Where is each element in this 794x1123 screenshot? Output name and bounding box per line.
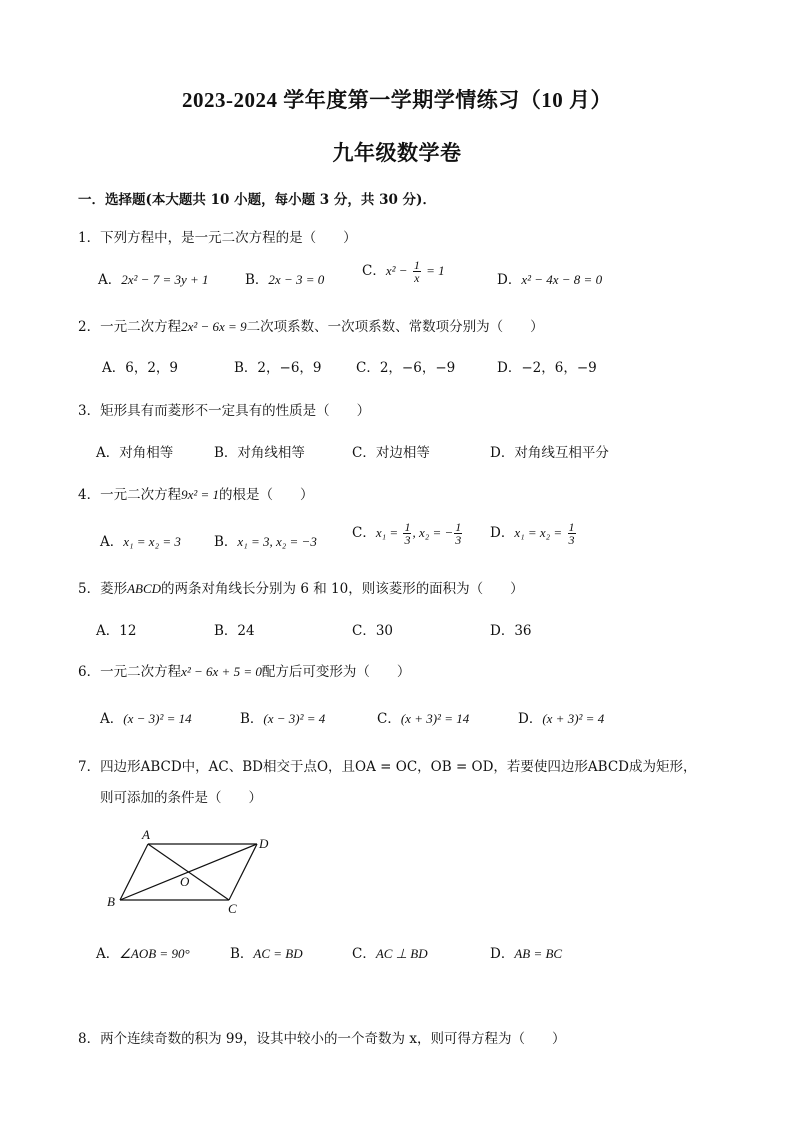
option-expr: 2x² − 7 = 3y + 1 — [121, 272, 209, 287]
question-1-option-d[interactable] — [497, 268, 602, 288]
option-expr: ∠AOB = 90° — [119, 946, 190, 961]
stem-expr: x² − 6x + 5 = 0 — [181, 664, 262, 679]
question-3-option-c[interactable]: C．对边相等 — [352, 445, 430, 461]
question-7-option-c[interactable] — [352, 942, 428, 962]
option-label: A． — [100, 711, 124, 727]
stem-text: 的两条对角线长分别为 6 和 10，则该菱形的面积为（ ） — [161, 581, 524, 597]
question-4-option-a[interactable] — [100, 530, 181, 550]
stem-text: 二次项系数、一次项系数、常数项分别为（ ） — [246, 319, 544, 335]
option-expr: x² − 4x − 8 = 0 — [521, 272, 603, 287]
stem-text: 的根是（ ） — [219, 487, 314, 503]
stem-text: 2．一元二次方程 — [78, 319, 182, 335]
option-expr: x₁ = 3, x₂ = −3 — [237, 534, 317, 549]
side-cd — [229, 844, 257, 900]
question-2-option-b[interactable]: B．2，−6，9 — [234, 360, 322, 376]
option-expr: 2x − 3 = 0 — [268, 272, 325, 287]
stem-expr: 2x² − 6x = 9 — [181, 319, 247, 334]
question-7-option-a[interactable] — [96, 942, 190, 962]
stem-expr: 9x² = 1 — [181, 487, 220, 502]
option-expr: AC ⊥ BD — [375, 946, 428, 961]
question-6-option-d[interactable] — [518, 707, 604, 727]
question-4-option-c[interactable] — [352, 521, 463, 546]
option-label: B． — [214, 534, 238, 550]
question-2-option-d[interactable]: D．−2，6，−9 — [497, 360, 597, 376]
question-6-stem — [78, 660, 410, 680]
question-5-option-c[interactable]: C．30 — [352, 623, 394, 639]
option-expr: (x − 3)² = 4 — [263, 711, 326, 726]
side-ab — [120, 844, 148, 900]
question-4-option-d[interactable] — [490, 521, 577, 546]
option-expr: (x − 3)² = 14 — [123, 711, 192, 726]
question-1-option-b[interactable] — [245, 268, 324, 288]
vertex-b-label: B — [107, 894, 115, 909]
option-label: C． — [352, 525, 376, 541]
option-label: A． — [98, 272, 122, 288]
question-7-stem-line2: 则可添加的条件是（ ） — [100, 790, 262, 806]
question-2-stem — [78, 315, 544, 335]
option-expr: x₁ = — [375, 525, 399, 540]
question-4-stem — [78, 483, 314, 503]
page-subtitle: 九年级数学卷 — [332, 141, 462, 165]
question-6-option-c[interactable] — [377, 707, 469, 727]
option-label: D． — [490, 946, 515, 962]
option-label: B． — [245, 272, 269, 288]
vertex-a-label: A — [142, 827, 150, 842]
option-expr: x₁ = x₂ = — [514, 525, 563, 540]
option-label: D． — [518, 711, 543, 727]
parallelogram-figure — [100, 824, 280, 916]
fraction: $\frac{1}{3}$ — [455, 520, 462, 547]
option-expr: x² − — [385, 263, 408, 278]
question-7-stem-line1: 7．四边形ABCD中，AC、BD相交于点O，且OA = OC，OB = OD，若要使四边形ABCD成为矩形， — [78, 759, 697, 775]
page-title: 2023-2024 学年度第一学期学情练习（10 月） — [182, 88, 612, 112]
option-label: A． — [96, 946, 120, 962]
question-8-stem: 8．两个连续奇数的积为 99，设其中较小的一个奇数为 x，则可得方程为（ ） — [78, 1031, 566, 1047]
question-3-option-a[interactable]: A．对角相等 — [96, 445, 174, 461]
option-expr: x₁ = x₂ = 3 — [123, 534, 181, 549]
option-expr: = 1 — [426, 263, 445, 278]
question-6-option-b[interactable] — [240, 707, 325, 727]
question-3-option-d[interactable]: D．对角线互相平分 — [490, 445, 609, 461]
point-o-label: O — [180, 874, 190, 889]
stem-text: 5．菱形 — [78, 581, 128, 597]
option-label: D． — [497, 272, 522, 288]
option-label: D． — [490, 525, 515, 541]
option-label: C． — [377, 711, 401, 727]
option-expr: AC = BD — [253, 946, 303, 961]
option-label: B． — [230, 946, 254, 962]
vertex-d-label: D — [259, 836, 269, 851]
stem-text: 配方后可变形为（ ） — [261, 664, 411, 680]
question-5-option-a[interactable]: A．12 — [96, 623, 137, 639]
fraction: $\frac{1}{3}$ — [404, 520, 411, 547]
question-2-option-c[interactable]: C．2，−6，−9 — [356, 360, 456, 376]
question-6-option-a[interactable] — [100, 707, 192, 727]
question-2-option-a[interactable]: A．6，2，9 — [102, 360, 179, 376]
question-1-option-a[interactable] — [98, 268, 209, 288]
question-3-option-b[interactable]: B．对角线相等 — [214, 445, 305, 461]
stem-expr: ABCD — [127, 581, 162, 596]
fraction: $\frac{1}{3}$ — [568, 520, 575, 547]
section-heading: 一．选择题(本大题共 10 小题，每小题 3 分，共 30 分)． — [78, 192, 436, 208]
option-label: C． — [362, 263, 386, 279]
option-label: C． — [352, 946, 376, 962]
question-4-option-b[interactable] — [214, 530, 317, 550]
stem-text: 6．一元二次方程 — [78, 664, 182, 680]
stem-text: 4．一元二次方程 — [78, 487, 182, 503]
option-expr: (x + 3)² = 4 — [542, 711, 605, 726]
diagonal-bd — [120, 844, 257, 900]
question-5-option-b[interactable]: B．24 — [214, 623, 255, 639]
option-expr: , x₂ = − — [412, 525, 454, 540]
question-5-stem — [78, 577, 524, 597]
question-1-stem: 1．下列方程中，是一元二次方程的是（ ） — [78, 230, 357, 246]
option-label: A． — [100, 534, 124, 550]
question-7-option-b[interactable] — [230, 942, 303, 962]
option-expr: AB = BC — [514, 946, 563, 961]
question-3-stem: 3．矩形具有而菱形不一定具有的性质是（ ） — [78, 403, 371, 419]
option-expr: (x + 3)² = 14 — [400, 711, 470, 726]
question-5-option-d[interactable]: D．36 — [490, 623, 532, 639]
fraction: $\frac{1}{x}$ — [413, 258, 420, 285]
question-7-option-d[interactable] — [490, 942, 562, 962]
option-label: B． — [240, 711, 264, 727]
vertex-c-label: C — [228, 901, 237, 916]
question-1-option-c[interactable] — [362, 259, 445, 284]
